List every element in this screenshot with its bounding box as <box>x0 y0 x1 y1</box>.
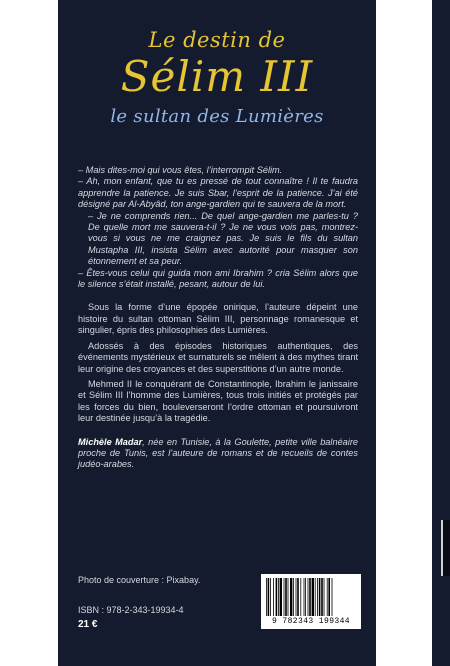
barcode-bar <box>312 578 314 616</box>
barcode-bar <box>276 578 278 616</box>
barcode-bar <box>324 578 325 616</box>
barcode-bar <box>285 578 287 616</box>
barcode-bar <box>268 578 270 616</box>
summary-paragraph: Adossés à des épisodes historiques authentiques, des événements mystérieux et surnaturels se mêlent à des mythes tirant leur origine des croyances et des superstitions d’un autre monde. <box>78 340 358 374</box>
spine-edge <box>441 520 450 576</box>
subtitle: le sultan des Lumières <box>110 106 324 127</box>
barcode-bar <box>309 578 311 616</box>
summary-paragraph: Sous la forme d’une épopée onirique, l’auteure dépeint une histoire du sultan ottoman Sélim III, personnage romanesque et singulier, épris des philosophies des Lumières. <box>78 302 358 336</box>
barcode-bar <box>327 578 328 616</box>
title-line-2: Sélim III <box>120 52 314 101</box>
text-area <box>78 165 358 471</box>
barcode-bar <box>308 578 309 616</box>
barcode-bar <box>332 578 333 616</box>
summary-paragraph: Mehmed II le conquérant de Constantinople, Ibrahim le janissaire et Sélim III l’homme des Lumières, tous trois initiés et protégés par les forces du bien, bouleverseront l’ordre ottoman et poursuivront leur destinée jusqu’à la tragédie. <box>78 378 358 424</box>
barcode-bar <box>280 578 282 616</box>
barcode-bar <box>321 578 323 616</box>
barcode-digits: 9 782343 199344 <box>271 617 350 626</box>
barcode-bars <box>266 578 356 616</box>
author-bio-text: , née en Tunisie, à la Goulette, petite ville balnéaire proche de Tunis, est l’auteure de romans et de recueils de contes judéo-arabes. <box>78 436 359 470</box>
barcode-bar <box>284 578 285 616</box>
barcode-bar <box>319 578 321 616</box>
barcode-bar <box>290 578 292 616</box>
barcode-bar <box>297 578 299 616</box>
dialogue-excerpt <box>78 165 358 290</box>
barcode <box>261 574 361 629</box>
author-name: Michèle Madar <box>78 436 143 447</box>
summary <box>78 302 358 424</box>
author-bio <box>78 437 358 471</box>
barcode-bar <box>315 578 316 616</box>
barcode-bar <box>288 578 289 616</box>
barcode-bar <box>296 578 297 616</box>
barcode-bar <box>278 578 279 616</box>
title-block <box>58 28 376 128</box>
barcode-bar <box>270 578 271 616</box>
price: 21 € <box>78 619 98 630</box>
barcode-bar <box>305 578 306 616</box>
photo-credit: Photo de couverture : Pixabay. <box>78 575 201 585</box>
barcode-bar <box>304 578 305 616</box>
barcode-bar <box>328 578 330 616</box>
barcode-bar <box>266 578 267 616</box>
barcode-bar <box>317 578 318 616</box>
barcode-bar <box>300 578 301 616</box>
dialogue-line: – Êtes-vous celui qui guida mon ami Ibrahim ? cria Sélim alors que le silence s’était installé, pesant, autour de lui. <box>78 267 358 290</box>
dialogue-line: – Mais dites-moi qui vous êtes, l’interrompit Sélim. <box>78 165 283 175</box>
dialogue-line: – Je ne comprends rien... De quel ange-gardien me parles-tu ? De quelle mort me sauvera-t-il ? Je ne vous vois pas, montrez-vous si vous ne me craignez pas. Je suis le fils du sultan Mustapha III, insista Sélim avec autorité pour masquer son étonnement et sa peur. <box>88 210 358 267</box>
title-line-1: Le destin de <box>148 28 286 52</box>
dialogue-line: – Ah, mon enfant, que tu es pressé de tout connaître ! Il te faudra apprendre la patience. Je suis Sbar, l’esprit de la patience. J’ai été désigné par Al-Abyâd, ton ange-gardien qui te sauvera de la mort. <box>78 176 358 210</box>
barcode-bar <box>273 578 274 616</box>
barcode-bar <box>293 578 294 616</box>
isbn: ISBN : 978-2-343-19934-4 <box>78 605 184 615</box>
back-cover <box>58 0 376 666</box>
